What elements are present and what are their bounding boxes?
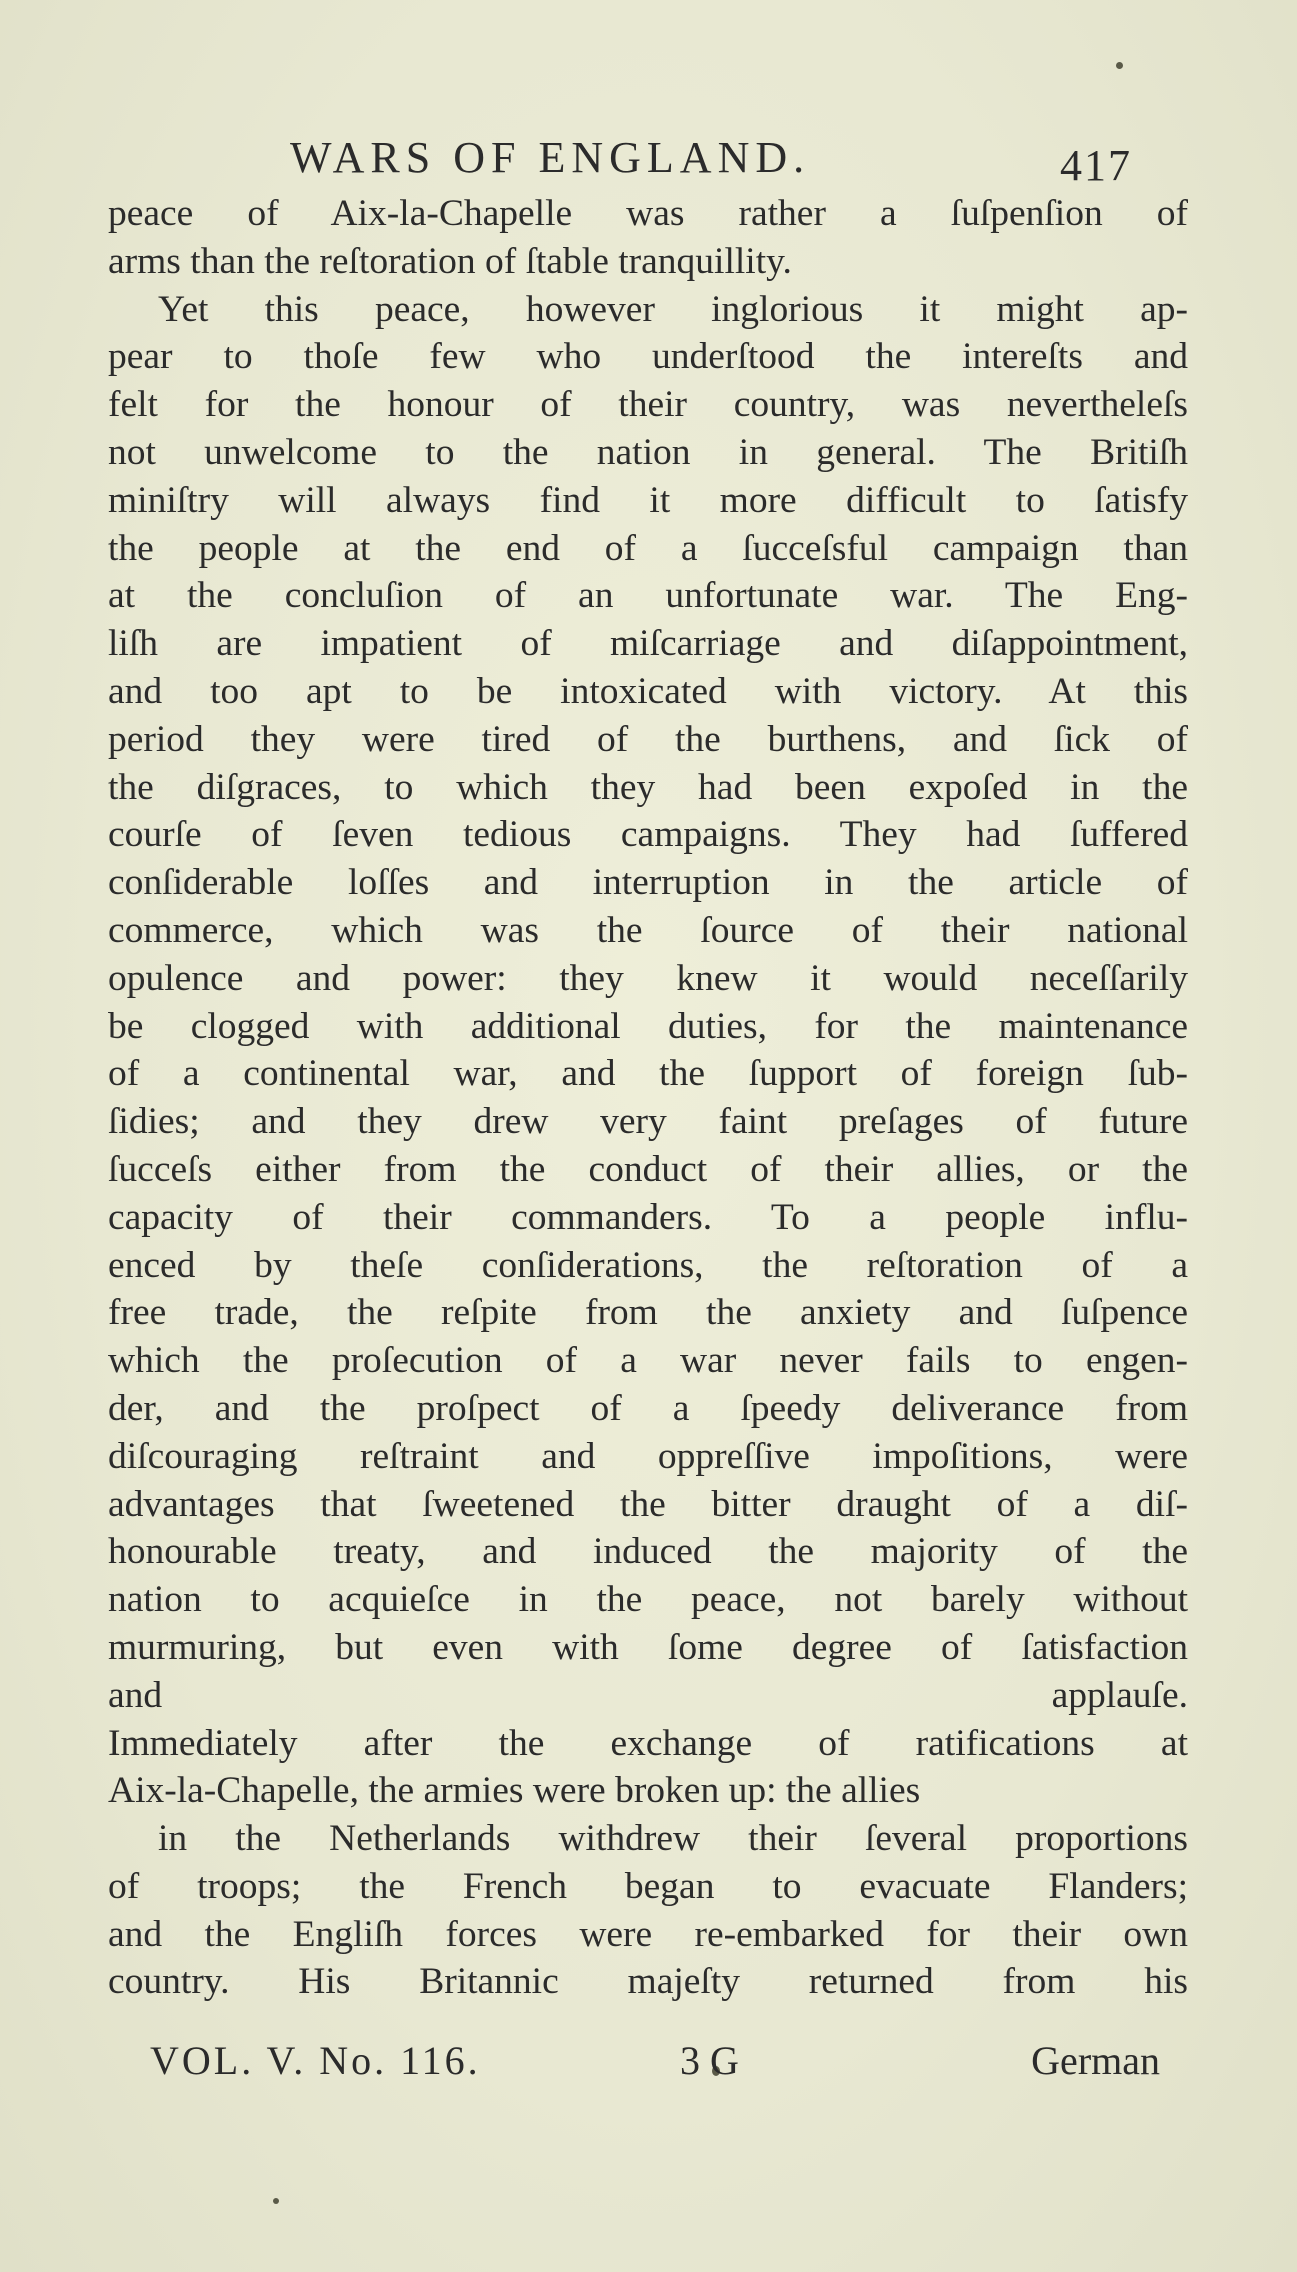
page-header [290,128,1190,188]
text-line: commerce, which was the ſource of their national [108,909,1188,951]
text-line: peace of Aix-la-Chapelle was rather a ſuſpenſion of [108,193,1188,234]
catchword: German [1031,2038,1160,2083]
text-line: capacity of their commanders. To a people influ- [108,1196,1188,1238]
text-line: Aix-la-Chapelle, the armies were broken up: the allies [108,1770,921,1812]
text-line: pear to thoſe few who underſtood the intereſts and [108,336,1188,378]
text-line: arms than the reſtoration of ſtable tranquillity. [108,240,792,282]
text-line: der, and the proſpect of a ſpeedy deliverance from [108,1387,1188,1429]
text-line: free trade, the reſpite from the anxiety and ſuſpence [108,1292,1188,1334]
text-line: and too apt to be intoxicated with victory. At this [108,670,1188,712]
text-line: diſcouraging reſtraint and oppreſſive impoſitions, were [108,1435,1188,1477]
body-text [108,190,1188,2006]
text-line: Immediately after the exchange of ratifications at [108,1722,1188,1764]
text-line: of troops; the French began to evacuate Flanders; [108,1865,1188,1907]
text-line: the people at the end of a ſucceſsful campaign than [108,527,1188,569]
ink-speck [1116,62,1123,69]
text-line: in the Netherlands withdrew their ſeveral proportions [158,1818,1188,1860]
text-line: enced by theſe conſiderations, the reſtoration of a [108,1244,1188,1286]
text-line: the diſgraces, to which they had been expoſed in the [108,766,1188,808]
text-line: honourable treaty, and induced the majority of the [108,1531,1188,1573]
text-line: miniſtry will always find it more difficult to ſatisfy [108,479,1188,521]
text-line: period they were tired of the burthens, and ſick of [108,718,1188,760]
text-line: at the concluſion of an unfortunate war. The Eng- [108,575,1188,617]
text-line: opulence and power: they knew it would neceſſarily [108,957,1188,999]
running-title: WARS OF ENGLAND. [290,133,811,182]
text-line: be clogged with additional duties, for the maintenance [108,1005,1188,1047]
text-line: murmuring, but even with ſome degree of ſatisfaction [108,1626,1188,1668]
signature-mark: 3 G [680,2038,739,2083]
text-line: ſucceſs either from the conduct of their allies, or the [108,1148,1188,1190]
text-line: Yet this peace, however inglorious it might ap- [158,288,1188,330]
volume-number: VOL. V. No. 116. [150,2038,481,2083]
page-footer [150,2036,1160,2086]
text-line: and applauſe. [108,1674,1188,1716]
ink-speck [273,2198,279,2204]
text-line: country. His Britannic majeſty returned from his [108,1961,1188,2003]
page-number: 417 [1060,141,1132,190]
text-line: of a continental war, and the ſupport of foreign ſub- [108,1053,1188,1095]
text-line: felt for the honour of their country, was nevertheleſs [108,384,1188,426]
text-line: which the proſecution of a war never fails to engen- [108,1340,1188,1382]
text-line: liſh are impatient of miſcarriage and diſappointment, [108,623,1188,665]
text-line: nation to acquieſce in the peace, not barely without [108,1579,1188,1621]
text-line: and the Engliſh forces were re-embarked for their own [108,1913,1188,1955]
text-line: advantages that ſweetened the bitter draught of a diſ- [108,1483,1188,1525]
text-line: ſidies; and they drew very faint preſages of future [108,1101,1188,1143]
text-line: courſe of ſeven tedious campaigns. They had ſuffered [108,814,1188,856]
text-line: conſiderable loſſes and interruption in the article of [108,862,1188,904]
text-line: not unwelcome to the nation in general. The Britiſh [108,431,1188,473]
